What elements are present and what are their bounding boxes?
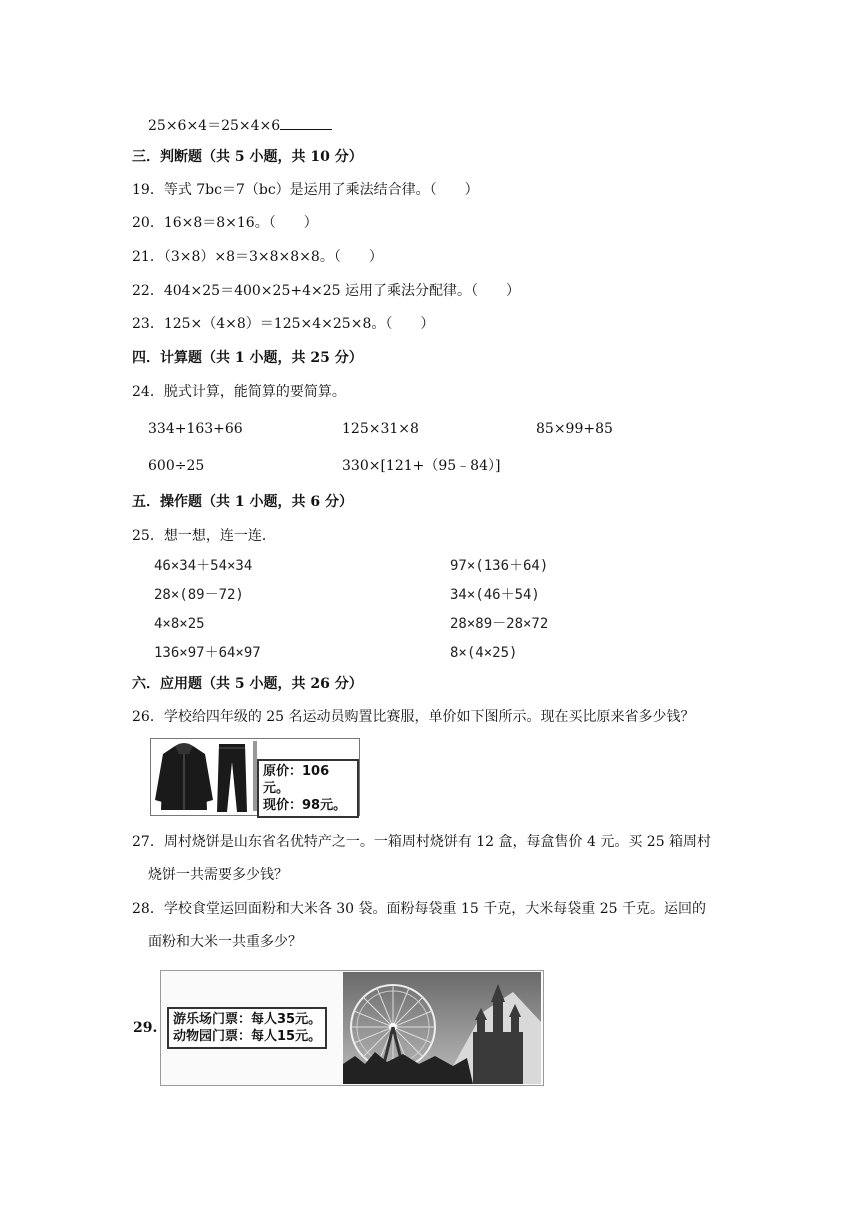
match-left-1[interactable]: 46×34＋54×34 — [154, 558, 253, 574]
question-26: 26．学校给四年级的 25 名运动员购置比赛服，单价如下图所示。现在买比原来省多少钱？ — [132, 709, 695, 725]
question-21: 21．（3×8）×8＝3×8×8×8。（ ） — [132, 249, 383, 265]
question-23: 23．125×（4×8）＝125×4×25×8。（ ） — [132, 316, 435, 332]
match-right-4[interactable]: 8×(4×25) — [450, 645, 518, 661]
section-title-application: 六．应用题（共 5 小题，共 26 分） — [132, 676, 363, 692]
zoo-ticket: 动物园门票：每人15元。 — [173, 1029, 322, 1044]
question-27-line1: 27．周村烧饼是山东省名优特产之一。一箱周村烧饼有 12 盒，每盒售价 4 元。买 25 箱周村 — [132, 834, 712, 850]
ticket-figure — [133, 970, 544, 1086]
section-title-judgement: 三．判断题（共 5 小题，共 10 分） — [132, 149, 363, 165]
question-22: 22．404×25＝400×25+4×25 运用了乘法分配律。（ ） — [132, 283, 520, 299]
section-title-calculation: 四．计算题（共 1 小题，共 25 分） — [132, 350, 363, 366]
price-box — [257, 759, 359, 818]
calc-item-5: 330×[121+（95﹣84）] — [342, 458, 501, 474]
match-right-1[interactable]: 97×(136＋64) — [450, 558, 549, 574]
question-29-number: 29. — [133, 1020, 158, 1036]
calc-item-4: 600÷25 — [148, 458, 205, 474]
original-price: 原价：106元。 — [263, 764, 330, 796]
calc-item-3: 85×99+85 — [536, 421, 613, 437]
ticket-price-box — [167, 1007, 327, 1049]
calc-item-2: 125×31×8 — [342, 421, 419, 437]
question-28-line1: 28．学校食堂运回面粉和大米各 30 袋。面粉每袋重 15 千克，大米每袋重 25 千克。运回的 — [132, 901, 706, 917]
pants-icon — [217, 744, 247, 812]
equation-text: 25×6×4＝25×4×6 — [148, 118, 281, 134]
question-25: 25．想一想，连一连． — [132, 528, 276, 544]
current-price: 现价：98元。 — [263, 798, 347, 813]
calc-item-1: 334+163+66 — [148, 421, 243, 437]
question-27-line2: 烧饼一共需要多少钱？ — [148, 867, 288, 883]
section-title-operation: 五．操作题（共 1 小题，共 6 分） — [132, 494, 353, 510]
question-19: 19．等式 7bc＝7（bc）是运用了乘法结合律。（ ） — [132, 182, 479, 198]
match-left-2[interactable]: 28×(89－72) — [154, 587, 244, 603]
match-right-3[interactable]: 28×89－28×72 — [450, 616, 549, 632]
sportswear-illustration — [153, 740, 253, 814]
equation-line — [148, 115, 332, 135]
sportswear-figure — [150, 738, 360, 816]
answer-blank[interactable] — [280, 115, 332, 130]
match-left-3[interactable]: 4×8×25 — [154, 616, 205, 632]
question-24: 24．脱式计算，能简算的要简算。 — [132, 384, 346, 400]
match-left-4[interactable]: 136×97＋64×97 — [154, 645, 261, 661]
amusement-park-ticket: 游乐场门票：每人35元。 — [173, 1012, 322, 1027]
match-right-2[interactable]: 34×(46＋54) — [450, 587, 540, 603]
question-28-line2: 面粉和大米一共重多少？ — [148, 934, 302, 950]
amusement-park-illustration — [343, 972, 541, 1084]
question-20: 20．16×8＝8×16。（ ） — [132, 215, 318, 231]
